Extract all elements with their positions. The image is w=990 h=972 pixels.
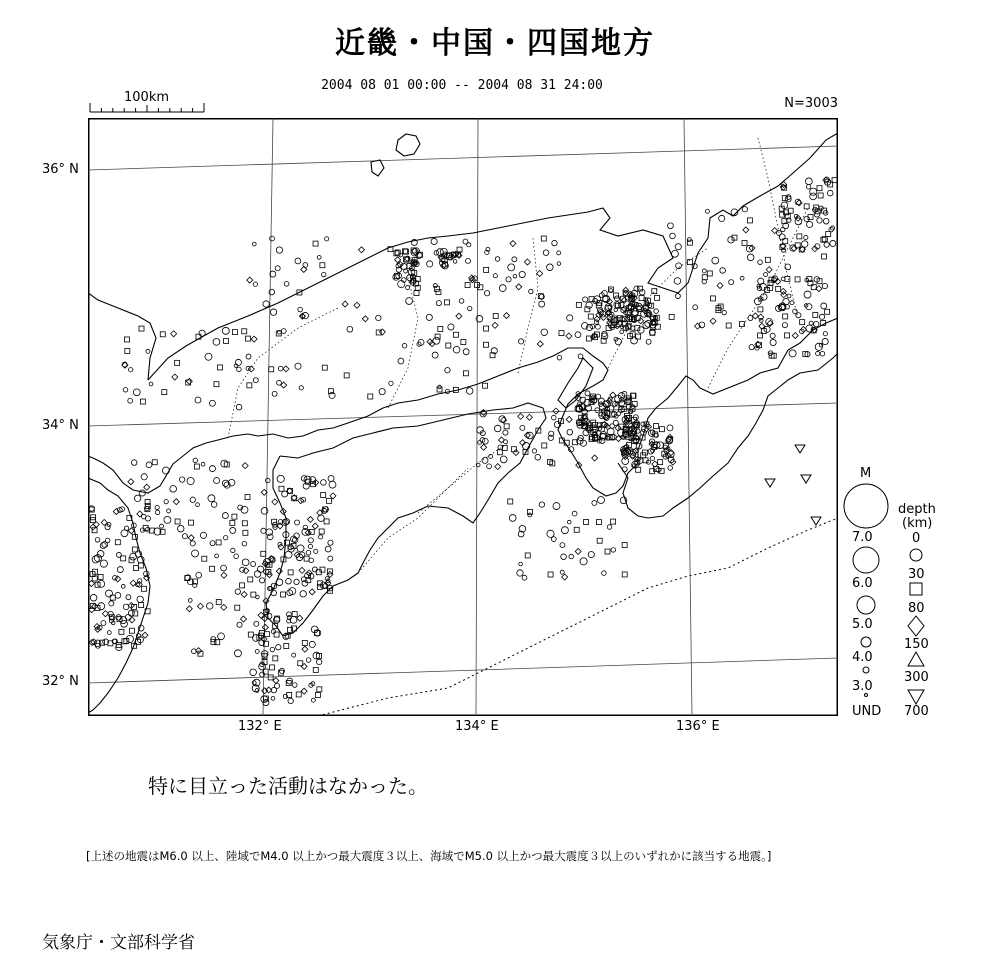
legend-mag-4-label: 4.0	[852, 650, 873, 665]
lon-label-134: 134° E	[455, 719, 499, 734]
legend-mag-title: M	[860, 466, 872, 481]
agency-credit: 気象庁・文部科学省	[42, 933, 195, 953]
legend-depth-80-label: 80	[908, 601, 925, 616]
event-count: N=3003	[784, 96, 838, 111]
legend-mag-7-label: 7.0	[852, 530, 873, 545]
criteria-note: [上述の地震はM6.0 以上、陸域でM4.0 以上かつ最大震度３以上、海域でM5.0 以上かつ最大震度３以上のいずれかに該当する地震。]	[86, 849, 772, 863]
legend-depth-300-label: 300	[904, 670, 929, 685]
legend-mag-und-label: UND	[852, 704, 882, 719]
legend-mag-4	[861, 637, 871, 647]
lat-label-34: 34° N	[42, 418, 79, 433]
legend-mag-6-label: 6.0	[852, 576, 873, 591]
legend-depth-unit: (km)	[902, 516, 933, 531]
legend-mag-3	[863, 667, 869, 673]
scale-label: 100km	[124, 90, 170, 105]
lon-label-136: 136° E	[676, 719, 720, 734]
legend-depth-30-label: 30	[908, 567, 925, 582]
legend-mag-6	[853, 547, 879, 573]
legend-mag-5	[857, 596, 875, 614]
map-legend	[838, 462, 968, 722]
legend-depth-0	[910, 549, 922, 561]
legend-depth-150-label: 150	[904, 637, 929, 652]
legend-depth-150	[908, 652, 924, 666]
lon-label-132: 132° E	[238, 719, 282, 734]
period-label: 2004 08 01 00:00 -- 2004 08 31 24:00	[321, 78, 603, 93]
scale-bar	[88, 92, 206, 114]
legend-depth-700-label: 700	[904, 704, 929, 719]
legend-depth-0-label: 0	[912, 531, 921, 546]
activity-comment: 特に目立った活動はなかった。	[148, 774, 428, 798]
map-title: 近畿・中国・四国地方	[335, 26, 655, 61]
legend-mag-3-label: 3.0	[852, 679, 873, 694]
legend-depth-80	[908, 616, 924, 636]
legend-mag-5-label: 5.0	[852, 617, 873, 632]
lat-label-36: 36° N	[42, 162, 79, 177]
legend-depth-title: depth	[898, 502, 936, 517]
legend-mag-7	[844, 484, 888, 528]
legend-depth-30	[910, 583, 922, 595]
seismicity-map	[88, 118, 838, 716]
lat-label-32: 32° N	[42, 674, 79, 689]
